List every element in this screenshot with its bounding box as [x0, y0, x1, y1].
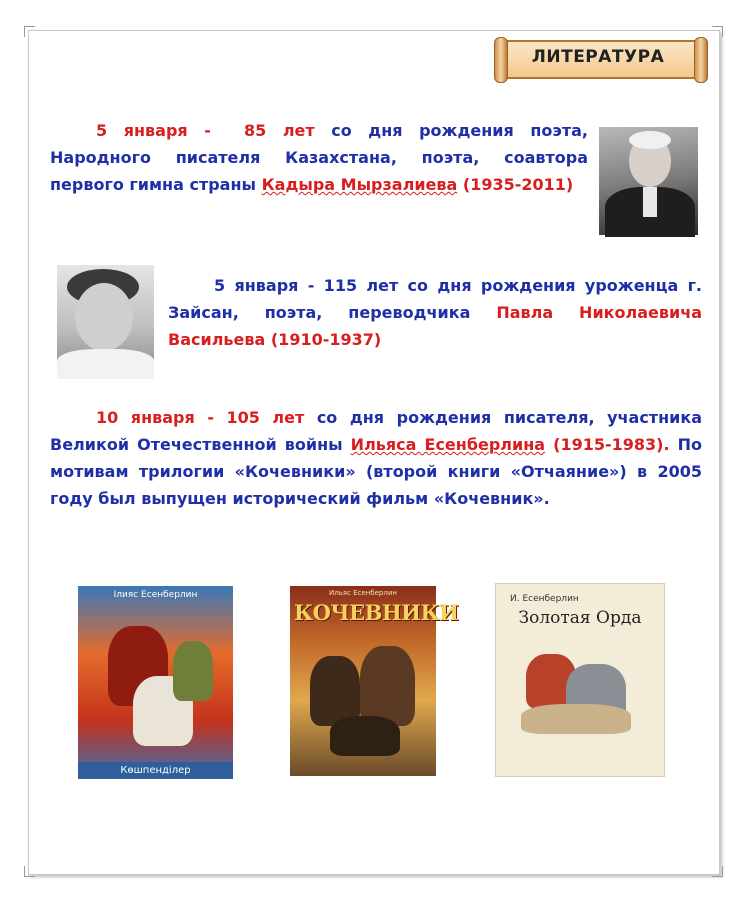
life-dates: (1915-1983).: [545, 435, 670, 454]
person-name: Павла Николаевича Васильева (1910-1937): [168, 303, 702, 349]
description-film: По мотивам трилогии «Кочевники» (второй книги «Отчаяние») в 2005 году был выпущен исторический фильм «Кочевник».: [50, 435, 702, 508]
description: 5 января - 115 лет со дня рождения уроженца г. Зайсан, поэта, переводчика: [168, 276, 702, 322]
portrait-photo-vasiliev: [57, 265, 154, 373]
book-author: Ильяс Есенберлин: [329, 589, 397, 597]
date-years: 10 января - 105 лет: [96, 408, 305, 427]
date: 5 января -: [96, 121, 211, 140]
description: со дня рождения поэта, Народного писателя Казахстана, поэта, соавтора первого гимна страны: [50, 121, 588, 194]
page-corner-mark: [712, 26, 723, 37]
book-cover-zolotaya-orda: [495, 583, 665, 777]
book-title: Золотая Орда: [518, 608, 642, 628]
section-banner: [494, 37, 708, 82]
page-corner-mark: [712, 866, 723, 877]
banner-scroll-curl: [494, 37, 508, 83]
page-corner-mark: [24, 26, 35, 37]
banner-title: ЛИТЕРАТУРА: [531, 47, 665, 67]
book-cover-kochevniki: [290, 586, 459, 776]
page-corner-mark: [24, 866, 35, 877]
portrait-photo-myrzaliev: [599, 127, 698, 235]
banner-scroll-curl: [694, 37, 708, 83]
anniversary-paragraph-2: [168, 272, 702, 353]
description: со дня рождения писателя, участника Великой Отечественной войны: [50, 408, 703, 454]
book-title: Көшпенділер: [78, 762, 233, 779]
anniversary-paragraph-3: [50, 404, 702, 512]
life-dates: (1935-2011): [462, 175, 574, 194]
book-cover-koshpendiler: [78, 586, 233, 779]
book-author: Ілияс Есенберлин: [113, 590, 198, 600]
anniversary-paragraph-1: [50, 117, 588, 198]
book-author: И. Есенберлин: [510, 594, 579, 604]
years: 85 лет: [244, 121, 315, 140]
book-title: КОЧЕВНИКИ: [294, 600, 459, 625]
person-name: Кадыра Мырзалиева: [261, 175, 458, 194]
person-name: Ильяса Есенберлина: [350, 435, 546, 454]
